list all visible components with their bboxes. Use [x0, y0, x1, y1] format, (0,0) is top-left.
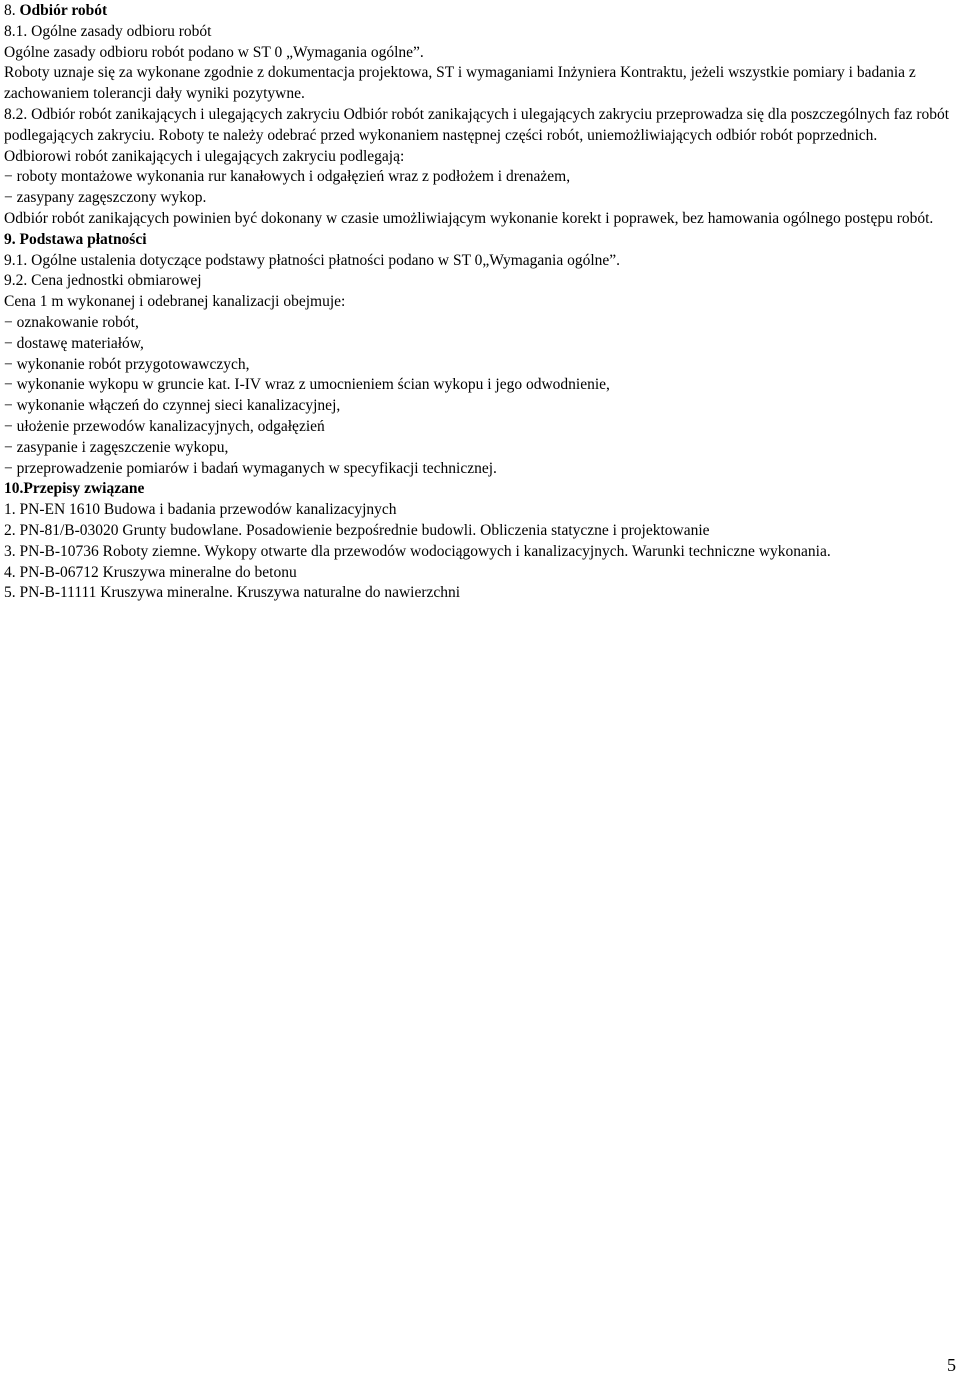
section-9-2-intro: Cena 1 m wykonanej i odebranej kanalizacji obejmuje: [4, 293, 346, 311]
list-item: − roboty montażowe wykonania rur kanałowych i odgałęzień wraz z podłożem i drenażem, [4, 168, 571, 186]
section-8-2-paragraph-1: 8.2. Odbiór robót zanikających i ulegających zakryciu Odbiór robót zanikających i ulegających zakryciu przeprowadza się dla poszczególnych faz robót podlegających zakryciu. Roboty te należy odebrać przed wykonaniem następnej części robót, uniemożliwiających odbiór robót poprzednich. [4, 105, 950, 144]
section-8-number: 8. [4, 2, 20, 19]
section-9-heading: 9. Podstawa płatności [4, 230, 147, 248]
section-8-1-heading: 8.1. Ogólne zasady odbioru robót [4, 22, 212, 40]
document-body [4, 1, 954, 604]
section-10-heading: 10.Przepisy związane [4, 480, 145, 498]
section-8-1-paragraph-2: Roboty uznaje się za wykonane zgodnie z dokumentacja projektowa, ST i wymaganiami Inżyniera Kontraktu, jeżeli wszystkie pomiary i badania z zachowaniem tolerancji dały wyniki pozytywne. [4, 64, 916, 103]
section-8-heading [4, 1, 954, 22]
reference-item: 1. PN-EN 1610 Budowa i badania przewodów kanalizacyjnych [4, 501, 397, 519]
reference-item: 4. PN-B-06712 Kruszywa mineralne do betonu [4, 563, 297, 581]
section-8-2-paragraph-2: Odbiór robót zanikających powinien być dokonany w czasie umożliwiającym wykonanie korekt i poprawek, bez hamowania ogólnego postępu robót. [4, 209, 934, 227]
list-item: − wykonanie robót przygotowawczych, [4, 355, 250, 373]
reference-item: 5. PN-B-11111 Kruszywa mineralne. Kruszywa naturalne do nawierzchni [4, 584, 461, 602]
section-8-title: Odbiór robót [19, 2, 108, 19]
section-9-2-heading: 9.2. Cena jednostki obmiarowej [4, 272, 202, 290]
section-8-1-paragraph-1: Ogólne zasady odbioru robót podano w ST 0 „Wymagania ogólne”. [4, 43, 424, 61]
list-item: − dostawę materiałów, [4, 334, 144, 352]
section-8-2-list-intro: Odbiorowi robót zanikających i ulegających zakryciu podlegają: [4, 147, 405, 165]
list-item: − wykonanie włączeń do czynnej sieci kanalizacyjnej, [4, 397, 341, 415]
list-item: − oznakowanie robót, [4, 313, 139, 331]
list-item: − zasypanie i zagęszczenie wykopu, [4, 438, 229, 456]
list-item: − wykonanie wykopu w gruncie kat. I-IV wraz z umocnieniem ścian wykopu i jego odwodnienie, [4, 376, 610, 394]
list-item: − ułożenie przewodów kanalizacyjnych, odgałęzień [4, 417, 325, 435]
reference-item: 2. PN-81/B-03020 Grunty budowlane. Posadowienie bezpośrednie budowli. Obliczenia statyczne i projektowanie [4, 521, 710, 539]
list-item: − przeprowadzenie pomiarów i badań wymaganych w specyfikacji technicznej. [4, 459, 497, 477]
reference-item: 3. PN-B-10736 Roboty ziemne. Wykopy otwarte dla przewodów wodociągowych i kanalizacyjnych. Warunki techniczne wykonania. [4, 542, 831, 560]
page-number: 5 [947, 1355, 956, 1375]
list-item: − zasypany zagęszczony wykop. [4, 189, 207, 207]
section-9-1-paragraph: 9.1. Ogólne ustalenia dotyczące podstawy płatności płatności podano w ST 0„Wymagania ogólne”. [4, 251, 621, 269]
